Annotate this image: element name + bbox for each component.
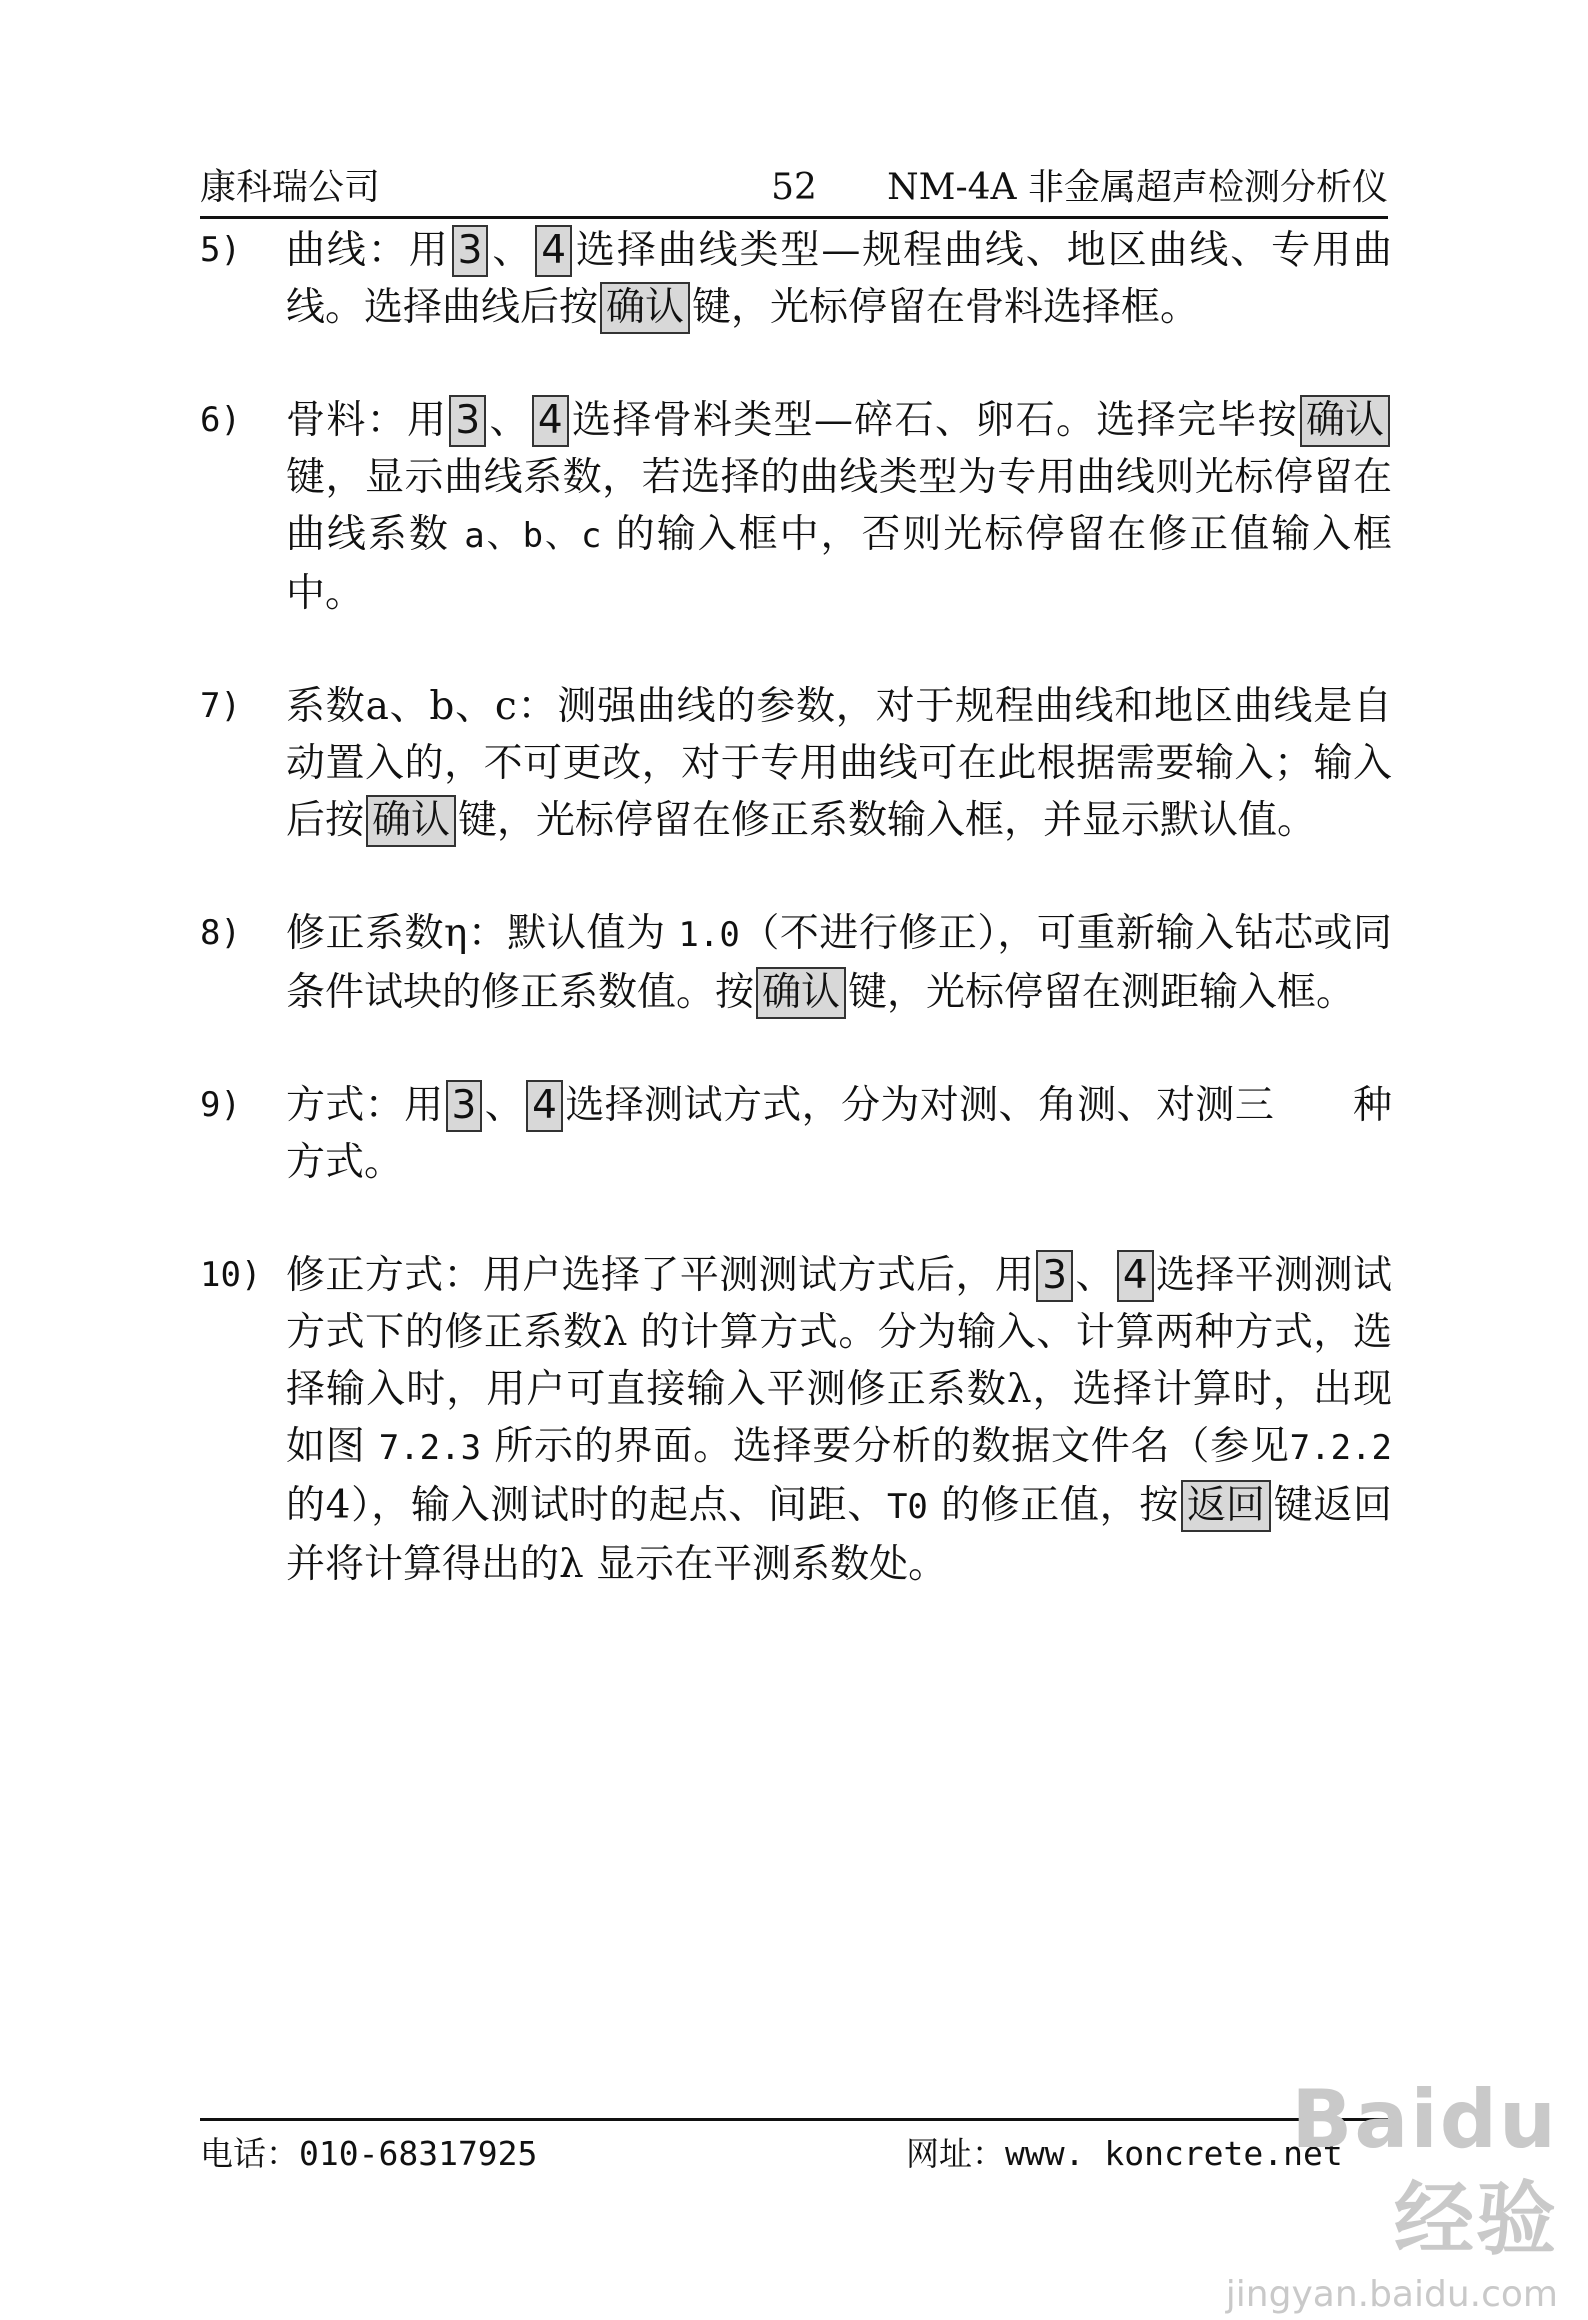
item-number: 5)	[200, 230, 241, 270]
inline-value: 7.2.2	[1289, 1428, 1392, 1468]
key-label: 4	[532, 395, 569, 447]
text-segment: 键，光标停留在测距输入框。	[848, 970, 1356, 1015]
list-item	[200, 1247, 1392, 1593]
item-number: 6)	[200, 400, 241, 440]
text-segment: 的输入框中，否则光标停留在修正值输入框中。	[286, 512, 1392, 616]
watermark	[1218, 2070, 1558, 2315]
item-text	[286, 1247, 1392, 1593]
key-label: 确认	[1300, 395, 1390, 447]
key-label: 确认	[756, 967, 846, 1019]
key-label: 4	[1117, 1250, 1154, 1302]
list-item	[200, 392, 1392, 622]
header-product-title: NM-4A 非金属超声检测分析仪	[887, 167, 1388, 208]
text-segment: 骨料：用	[286, 398, 448, 443]
inline-value: T0	[886, 1487, 928, 1527]
text-segment: 系数a、b、c：测强曲线的参数，对于规程曲线和地区曲线是自动置入的，不可更改，对于专用曲线可在此根据需要输入；输入后按	[286, 684, 1392, 843]
watermark-url: jingyan.baidu.com	[1225, 2274, 1558, 2315]
text-segment: 选择平测测试方式下的修正系数λ 的计算方式。分为输入、计算两种方式，选择输入时，用户可直接输入平测修正系数λ，选择计算时，出现如图	[286, 1253, 1392, 1469]
list-item	[200, 1077, 1392, 1191]
item-text	[286, 678, 1392, 849]
key-label: 返回	[1181, 1480, 1271, 1532]
key-label: 4	[526, 1080, 563, 1132]
document-body	[200, 222, 1392, 1649]
key-label: 3	[446, 1080, 483, 1132]
footer-rule	[200, 2118, 1388, 2121]
watermark-logo: Baidu 经验	[1291, 2073, 1558, 2266]
list-item	[200, 905, 1392, 1021]
item-text	[286, 392, 1392, 622]
text-segment: 键，显示曲线系数，若选择的曲线类型为专用曲线则光标停留在曲线系数	[286, 455, 1392, 557]
list-item	[200, 678, 1392, 849]
text-segment: 所示的界面。选择要分析的数据文件名（参见	[481, 1424, 1290, 1469]
text-segment: 的修正值，按	[927, 1483, 1179, 1528]
text-segment: 、	[490, 228, 534, 273]
text-segment: 修正方式：用户选择了平测测试方式后，用	[286, 1253, 1035, 1298]
text-segment: 键，光标停留在骨料选择框。	[692, 285, 1200, 330]
text-segment: 、	[1075, 1253, 1115, 1298]
footer-website: 网址：www. koncrete.net	[906, 2134, 1343, 2173]
key-label: 确认	[600, 282, 690, 334]
item-number: 8)	[200, 913, 241, 953]
key-label: 3	[449, 395, 486, 447]
item-text	[286, 905, 1392, 1021]
footer-phone: 电话：010-68317925	[200, 2134, 538, 2173]
key-label: 4	[535, 225, 572, 277]
text-segment: 方式：用	[286, 1083, 444, 1128]
list-item	[200, 222, 1392, 336]
text-segment: （不进行修正），可重新输入钻芯或同条件试块的修正系数值。按	[286, 911, 1392, 1015]
text-segment: 键返回并将计算得出的λ 显示在平测系数处。	[286, 1483, 1392, 1587]
page-header	[200, 166, 1388, 219]
item-text	[286, 222, 1392, 336]
text-segment: 、	[488, 398, 530, 443]
item-number: 10)	[200, 1255, 262, 1295]
text-segment: 选择测试方式，分为对测、角测、对测三 种方式。	[286, 1083, 1392, 1185]
inline-value: a、b、c	[464, 516, 602, 556]
text-segment: 、	[484, 1083, 525, 1128]
text-segment: 选择曲线类型—规程曲线、地区曲线、专用曲线。选择曲线后按	[286, 228, 1392, 330]
item-number: 7)	[200, 686, 241, 726]
text-segment: 选择骨料类型—碎石、卵石。选择完毕按	[570, 398, 1298, 443]
key-label: 3	[452, 225, 489, 277]
key-label: 3	[1036, 1250, 1073, 1302]
text-segment: 曲线：用	[286, 228, 450, 273]
text-segment: 键，光标停留在修正系数输入框，并显示默认值。	[458, 798, 1317, 843]
key-label: 确认	[366, 795, 456, 847]
item-number: 9)	[200, 1085, 241, 1125]
text-segment: 的4），输入测试时的起点、间距、	[286, 1483, 887, 1528]
inline-value: 1.0	[678, 915, 740, 955]
header-page-number: 52	[771, 167, 817, 208]
item-text	[286, 1077, 1392, 1191]
page-footer	[200, 2122, 1388, 2172]
header-company: 康科瑞公司	[200, 167, 381, 208]
text-segment: 修正系数η：默认值为	[286, 911, 679, 956]
inline-value: 7.2.3	[378, 1428, 482, 1468]
